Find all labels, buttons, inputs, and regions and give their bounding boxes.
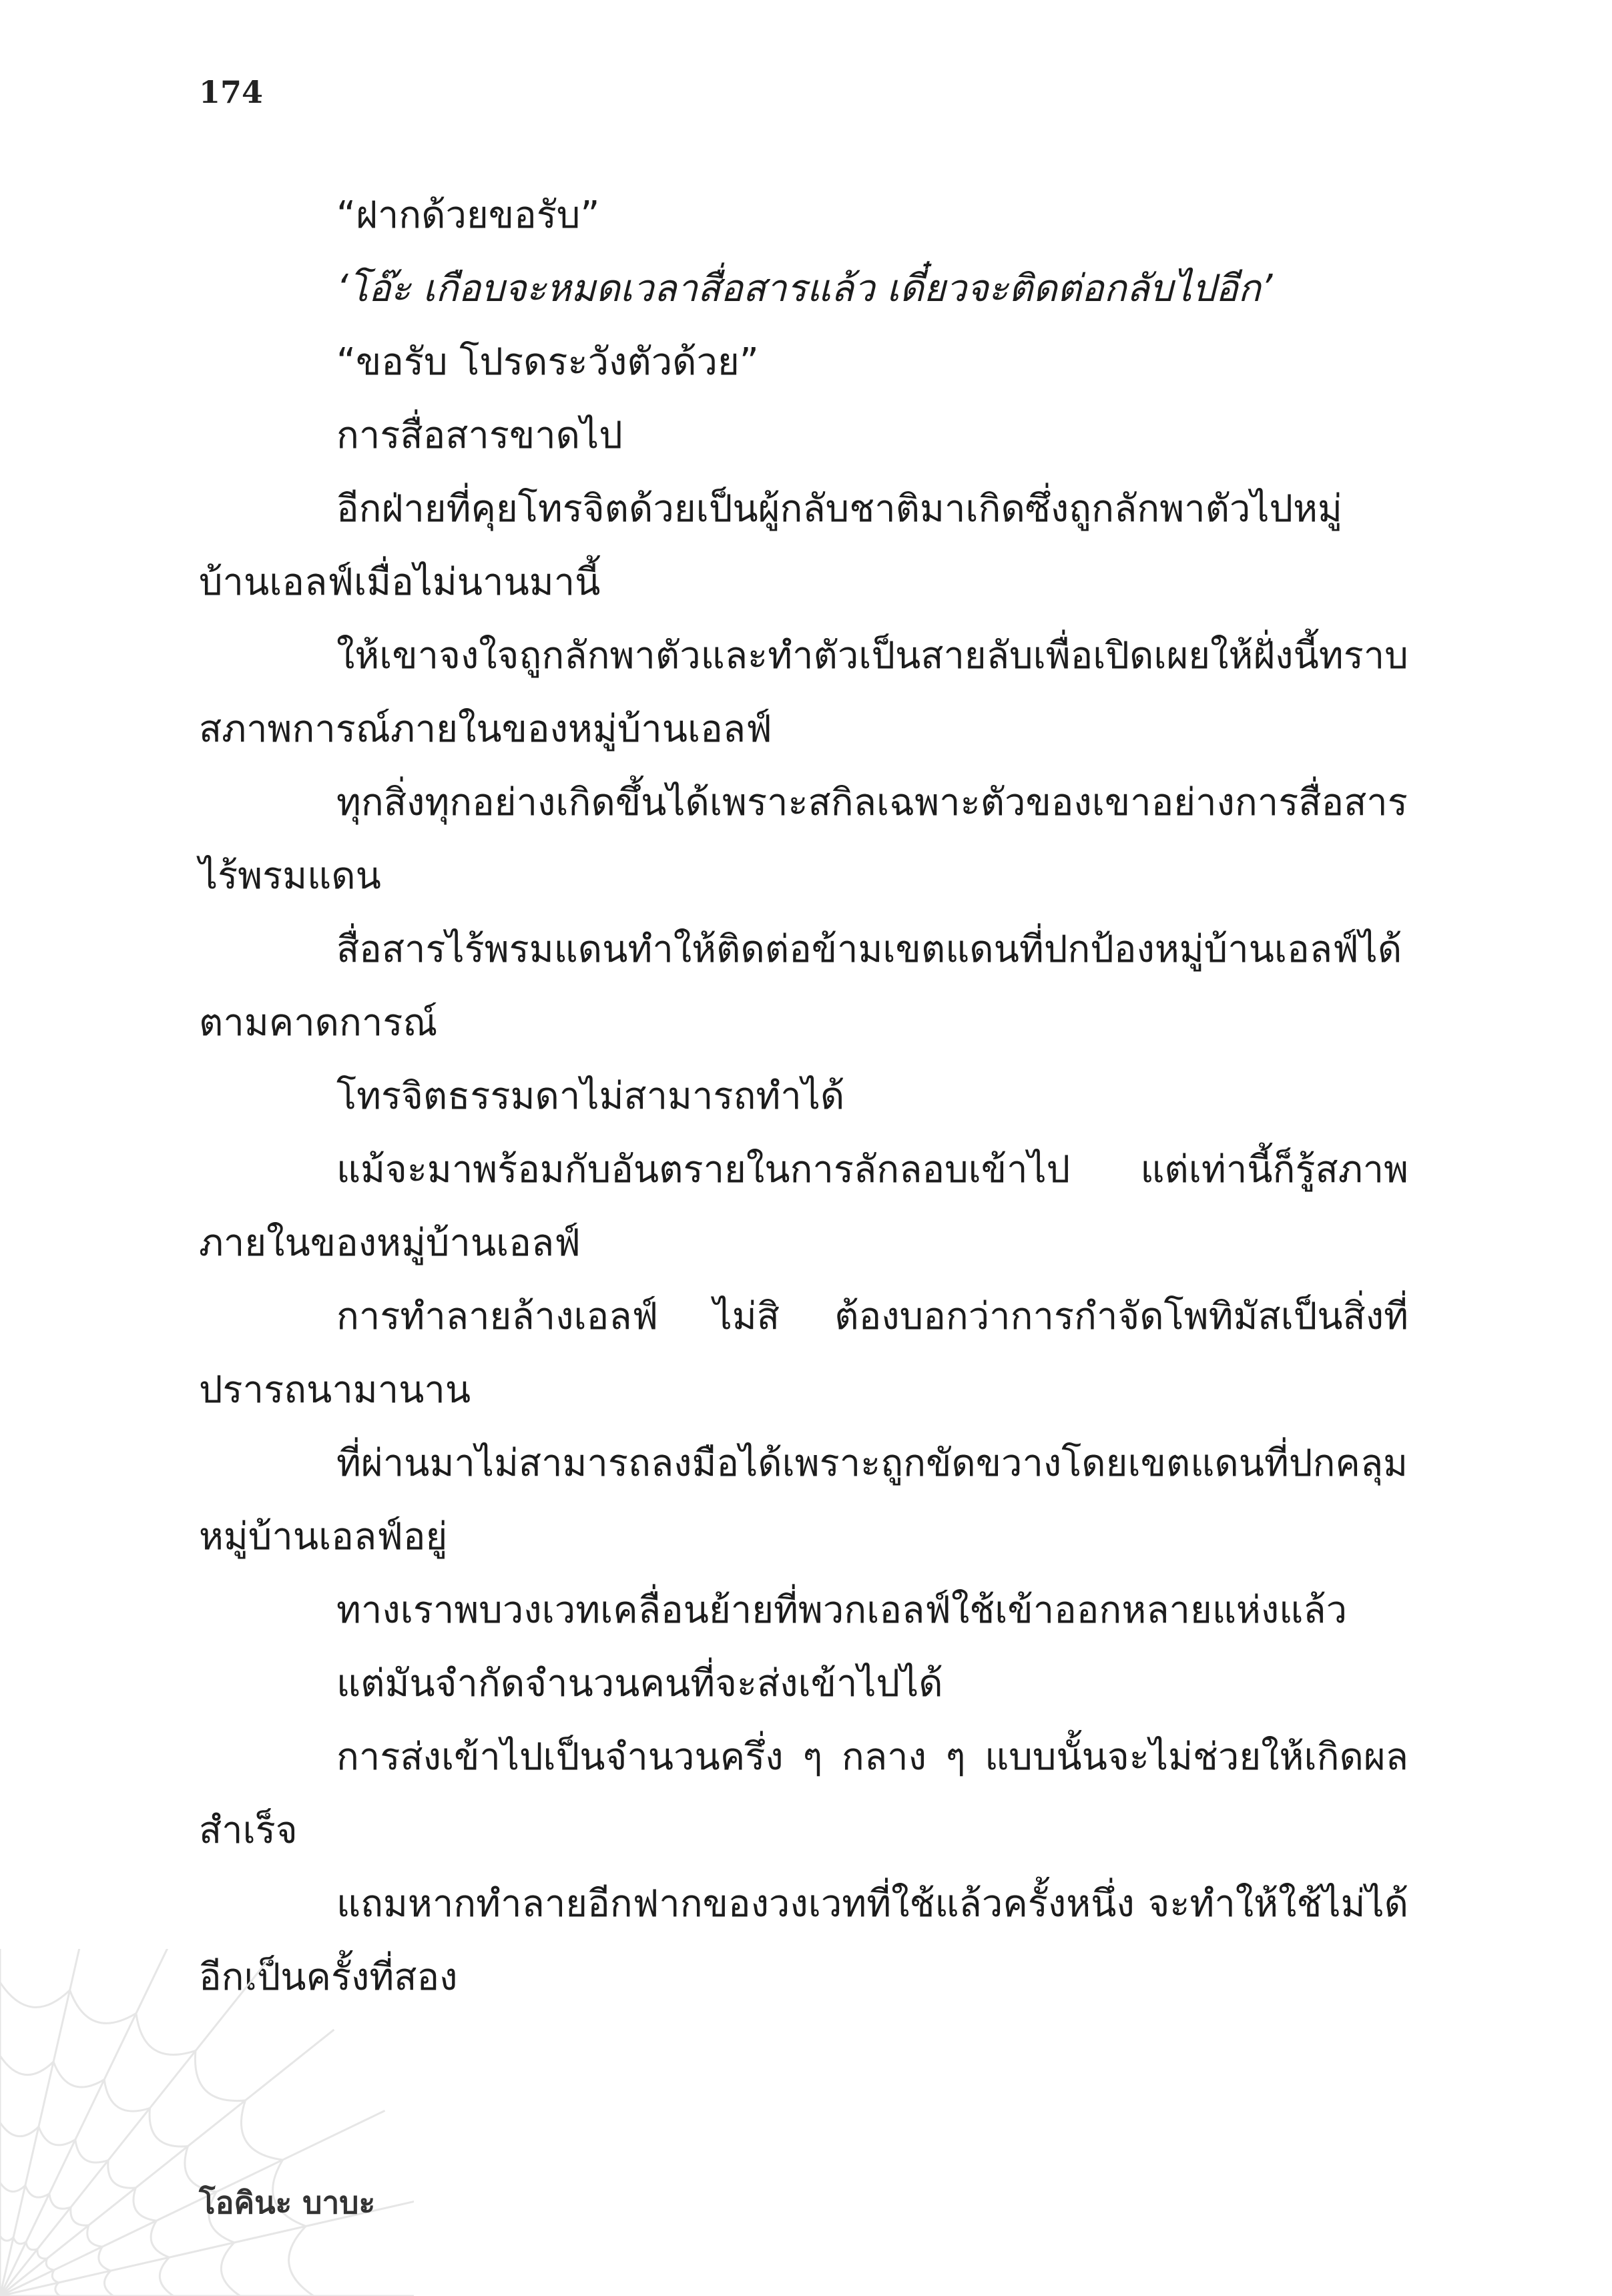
- spider-web-icon: [0, 1949, 414, 2296]
- paragraph: การทำลายล้างเอลฟ์ ไม่สิ ต้องบอกว่าการกำจัดโพทิมัสเป็นสิ่งที่ปรารถนามานาน: [199, 1295, 1408, 1412]
- paragraph: แต่มันจำกัดจำนวนคนที่จะส่งเข้าไปได้: [336, 1662, 943, 1705]
- paragraph: การส่งเข้าไปเป็นจำนวนครึ่ง ๆ กลาง ๆ แบบนั้นจะไม่ช่วยให้เกิดผลสำเร็จ: [199, 1735, 1408, 1852]
- paragraph: ให้เขาจงใจถูกลักพาตัวและทำตัวเป็นสายลับเพื่อเปิดเผยให้ฝั่งนี้ทราบสภาพการณ์ภายในของหมู่บ้านเอลฟ์: [199, 634, 1408, 751]
- paragraph: ทุกสิ่งทุกอย่างเกิดขึ้นได้เพราะสกิลเฉพาะตัวของเขาอย่างการสื่อสารไร้พรมแดน: [199, 781, 1408, 898]
- paragraph: สื่อสารไร้พรมแดนทำให้ติดต่อข้ามเขตแดนที่ปกป้องหมู่บ้านเอลฟ์ได้ตามคาดการณ์: [199, 928, 1402, 1045]
- paragraph: ที่ผ่านมาไม่สามารถลงมือได้เพราะถูกขัดขวางโดยเขตแดนที่ปกคลุมหมู่บ้านเอลฟ์อยู่: [199, 1442, 1408, 1558]
- paragraph: “ขอรับ โปรดระวังตัวด้วย”: [336, 340, 759, 384]
- body-text: [199, 179, 1408, 2014]
- paragraph: โทรจิตธรรมดาไม่สามารถทำได้: [336, 1075, 845, 1118]
- paragraph: ทางเราพบวงเวทเคลื่อนย้ายที่พวกเอลฟ์ใช้เข้าออกหลายแห่งแล้ว: [336, 1589, 1348, 1632]
- paragraph: อีกฝ่ายที่คุยโทรจิตด้วยเป็นผู้กลับชาติมาเกิดซึ่งถูกลักพาตัวไปหมู่บ้านเอลฟ์เมื่อไม่นานมานี้: [199, 487, 1342, 604]
- paragraph: ‘โอ๊ะ เกือบจะหมดเวลาสื่อสารแล้ว เดี๋ยวจะติดต่อกลับไปอีก’: [336, 267, 1273, 310]
- paragraph: “ฝากด้วยขอรับ”: [336, 194, 600, 237]
- paragraph: แถมหากทำลายอีกฟากของวงเวทที่ใช้แล้วครั้งหนึ่ง จะทำให้ใช้ไม่ได้อีกเป็นครั้งที่สอง: [199, 1882, 1408, 1999]
- paragraph: แม้จะมาพร้อมกับอันตรายในการลักลอบเข้าไป แต่เท่านี้ก็รู้สภาพภายในของหมู่บ้านเอลฟ์: [199, 1148, 1408, 1265]
- page-number: 174: [199, 74, 264, 110]
- footer-author: โอคินะ บาบะ: [199, 2185, 376, 2221]
- paragraph: การสื่อสารขาดไป: [336, 414, 623, 457]
